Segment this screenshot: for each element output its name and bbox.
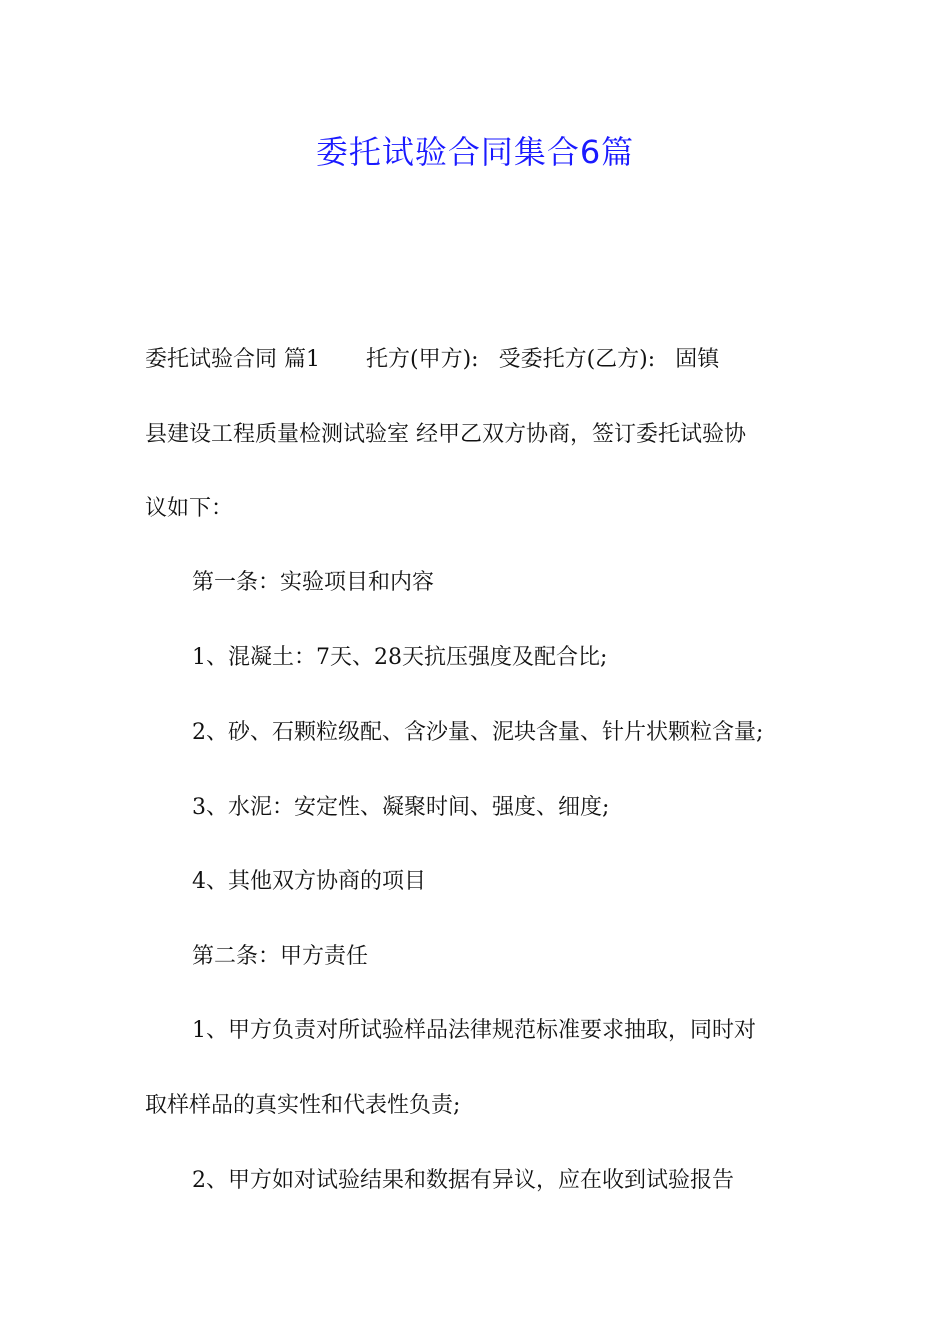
list-item: 2、砂、石颗粒级配、含沙量、泥块含量、针片状颗粒含量; bbox=[192, 720, 764, 745]
list-item: 1、混凝土：7天、28天抗压强度及配合比; bbox=[192, 645, 608, 670]
article-heading: 第一条：实验项目和内容 bbox=[192, 570, 435, 595]
section-heading: 委托试验合同 篇1 bbox=[145, 347, 320, 372]
contractor-name-start: 固镇 bbox=[675, 347, 720, 372]
article-heading: 第二条：甲方责任 bbox=[192, 944, 369, 969]
contractor-label: 受委托方(乙方): bbox=[498, 347, 656, 372]
client-label: 托方(甲方): bbox=[366, 347, 479, 372]
list-item: 2、甲方如对试验结果和数据有异议，应在收到试验报告 bbox=[192, 1168, 734, 1193]
list-item: 3、水泥：安定性、凝聚时间、强度、细度; bbox=[192, 795, 610, 820]
body-line: 议如下： bbox=[145, 496, 234, 521]
document-title: 委托试验合同集合6篇 bbox=[315, 133, 635, 171]
body-line: 取样样品的真实性和代表性负责; bbox=[145, 1093, 461, 1118]
header-line bbox=[145, 344, 825, 376]
body-line: 县建设工程质量检测试验室 经甲乙双方协商，签订委托试验协 bbox=[145, 422, 746, 447]
list-item: 1、甲方负责对所试验样品法律规范标准要求抽取，同时对 bbox=[192, 1018, 756, 1043]
list-item: 4、其他双方协商的项目 bbox=[192, 869, 426, 894]
